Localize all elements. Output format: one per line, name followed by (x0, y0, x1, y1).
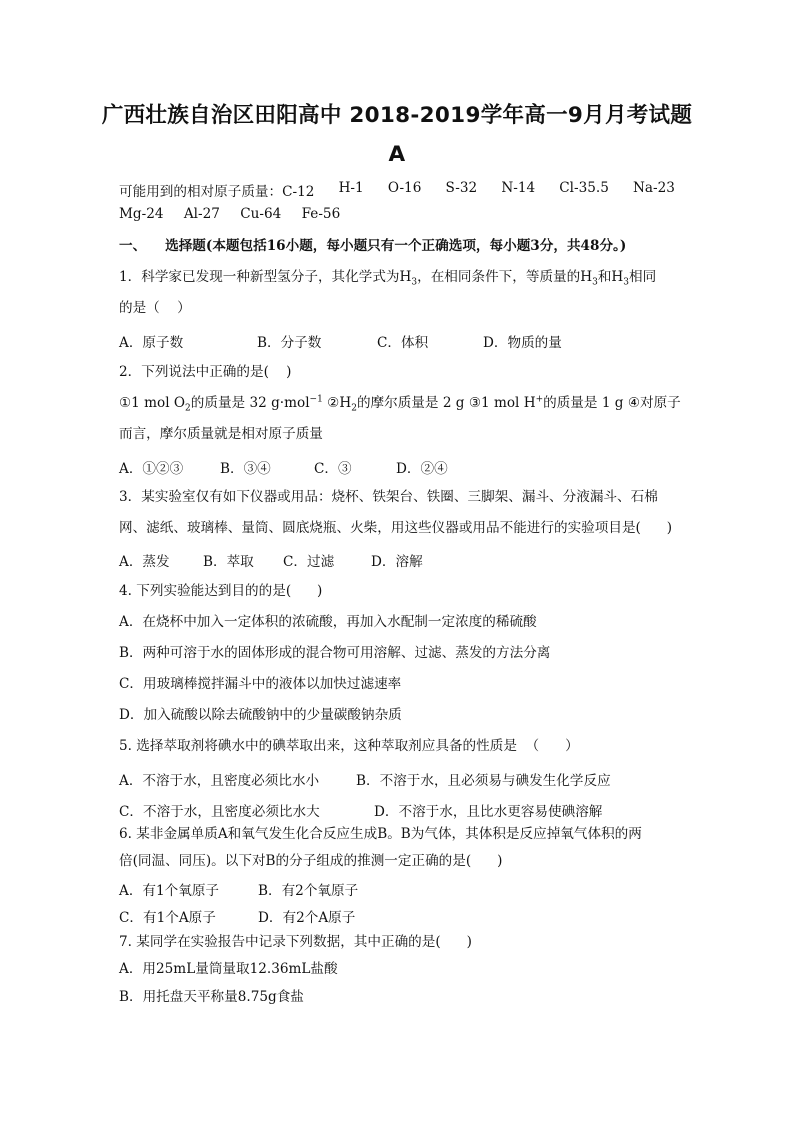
option-b: B．③④ (220, 461, 271, 477)
question-3-stem-cont: 网、滤纸、玻璃棒、量筒、圆底烧瓶、火柴，用这些仪器或用品不能进行的实验项目是( ) (119, 520, 673, 536)
atomic-mass-item: N-14 (501, 180, 536, 196)
question-3-options (119, 550, 423, 570)
question-1-stem-cont: 的是（ ） (119, 300, 191, 316)
exam-title: 广西壮族自治区田阳高中 2018-2019学年高一9月月考试题 (101, 103, 693, 128)
q1-sub: 3 (411, 277, 418, 288)
exam-version: A (388, 142, 406, 167)
atomic-mass-item: Al-27 (183, 206, 220, 222)
option-b: B．不溶于水，且必须易与碘发生化学反应 (356, 773, 611, 789)
question-7-stem: 7. 某同学在实验报告中记录下列数据，其中正确的是( ) (119, 934, 472, 950)
option-b: B．有2个氧原子 (258, 883, 359, 899)
question-5-options-row-2 (119, 800, 602, 820)
q2-text-d: 的摩尔质量是 2 g ③1 mol H (356, 395, 536, 411)
option-b: B．萃取 (203, 554, 254, 570)
atomic-mass-row-1 (119, 180, 675, 200)
option-d: D．不溶于水，且比水更容易使碘溶解 (374, 804, 603, 820)
question-3-stem: 3．某实验室仅有如下仪器或用品：烧杯、铁架台、铁圈、三脚架、漏斗、分液漏斗、石棉 (119, 489, 658, 505)
question-2-options (119, 457, 448, 477)
question-4-option-b: B．两种可溶于水的固体形成的混合物可用溶解、过滤、蒸发的方法分离 (119, 645, 551, 661)
option-d: D．物质的量 (483, 335, 562, 351)
question-2-statements (119, 394, 681, 412)
atomic-mass-item: Na-23 (633, 180, 675, 196)
atomic-mass-item: S-32 (445, 180, 478, 196)
atomic-mass-item: 可能用到的相对原子质量：C-12 (119, 184, 315, 200)
option-d: D．②④ (396, 461, 448, 477)
option-c: C．不溶于水，且密度必须比水大 (119, 804, 320, 820)
option-d: D．有2个A原子 (258, 910, 356, 926)
question-6-options-row-2 (119, 906, 355, 926)
option-c: C．③ (314, 461, 352, 477)
q2-sup: + (535, 394, 544, 405)
q1-text-a: 1．科学家已发现一种新型氢分子，其化学式为H (119, 269, 412, 285)
atomic-mass-item: Fe-56 (301, 206, 341, 222)
atomic-mass-item: Cl-35.5 (559, 180, 609, 196)
question-4-option-a: A．在烧杯中加入一定体积的浓硫酸，再加入水配制一定浓度的稀硫酸 (119, 614, 537, 630)
question-2-statements-cont: 而言，摩尔质量就是相对原子质量 (119, 426, 323, 442)
option-c: C．体积 (377, 335, 429, 351)
option-a: A．蒸发 (119, 554, 170, 570)
atomic-mass-item: Cu-64 (240, 206, 282, 222)
q2-text-b: 的质量是 32 g·mol (190, 395, 310, 411)
option-a: A．有1个氧原子 (119, 883, 220, 899)
q1-sub: 3 (623, 277, 630, 288)
question-1-options (119, 331, 562, 351)
question-4-option-d: D．加入硫酸以除去硫酸钠中的少量碳酸钠杂质 (119, 707, 402, 723)
question-7-option-b: B．用托盘天平称量8.75g食盐 (119, 989, 304, 1005)
atomic-mass-row-2 (119, 206, 356, 222)
question-6-stem-cont: 倍(同温、同压)。以下对B的分子组成的推测一定正确的是( ) (119, 853, 503, 869)
q2-sub: 2 (351, 403, 357, 414)
option-d: D．溶解 (371, 554, 423, 570)
question-7-option-a: A．用25mL量筒量取12.36mL盐酸 (119, 961, 338, 977)
q1-text-b: ，在相同条件下，等质量的H (417, 269, 593, 285)
question-5-stem: 5. 选择萃取剂将碘水中的碘萃取出来，这种萃取剂应具备的性质是 （ ） (119, 738, 579, 754)
option-a: A．原子数 (119, 335, 184, 351)
option-a: A．不溶于水，且密度必须比水小 (119, 773, 320, 789)
section-heading: 一、 选择题(本题包括16小题，每小题只有一个正确选项，每小题3分，共48分。) (119, 238, 627, 254)
atomic-mass-item: O-16 (387, 180, 422, 196)
q2-sup: −1 (309, 394, 323, 405)
q1-text-c: 和H (597, 269, 624, 285)
question-1-stem (119, 268, 656, 286)
q1-sub: 3 (592, 277, 598, 288)
question-2-stem: 2．下列说法中正确的是( ) (119, 364, 292, 380)
option-a: A．①②③ (119, 461, 184, 477)
q2-text-e: 的质量是 1 g ④对原子 (543, 395, 681, 411)
atomic-mass-item: H-1 (338, 180, 364, 196)
q1-text-d: 相同 (629, 269, 657, 285)
q2-sub: 2 (185, 403, 191, 414)
question-4-stem: 4. 下列实验能达到目的的是( ) (119, 583, 323, 599)
question-6-stem: 6. 某非金属单质A和氧气发生化合反应生成B。B为气体，其体积是反应掉氧气体积的两 (119, 826, 642, 842)
option-c: C．有1个A原子 (119, 910, 216, 926)
q2-text-c: ②H (322, 395, 352, 411)
option-b: B．分子数 (257, 335, 322, 351)
question-6-options-row-1 (119, 879, 358, 899)
question-4-option-c: C．用玻璃棒搅拌漏斗中的液体以加快过滤速率 (119, 676, 402, 692)
q2-text-a: ①1 mol O (119, 395, 186, 411)
atomic-mass-item: Mg-24 (119, 206, 164, 222)
option-c: C．过滤 (283, 554, 335, 570)
question-5-options-row-1 (119, 769, 611, 789)
